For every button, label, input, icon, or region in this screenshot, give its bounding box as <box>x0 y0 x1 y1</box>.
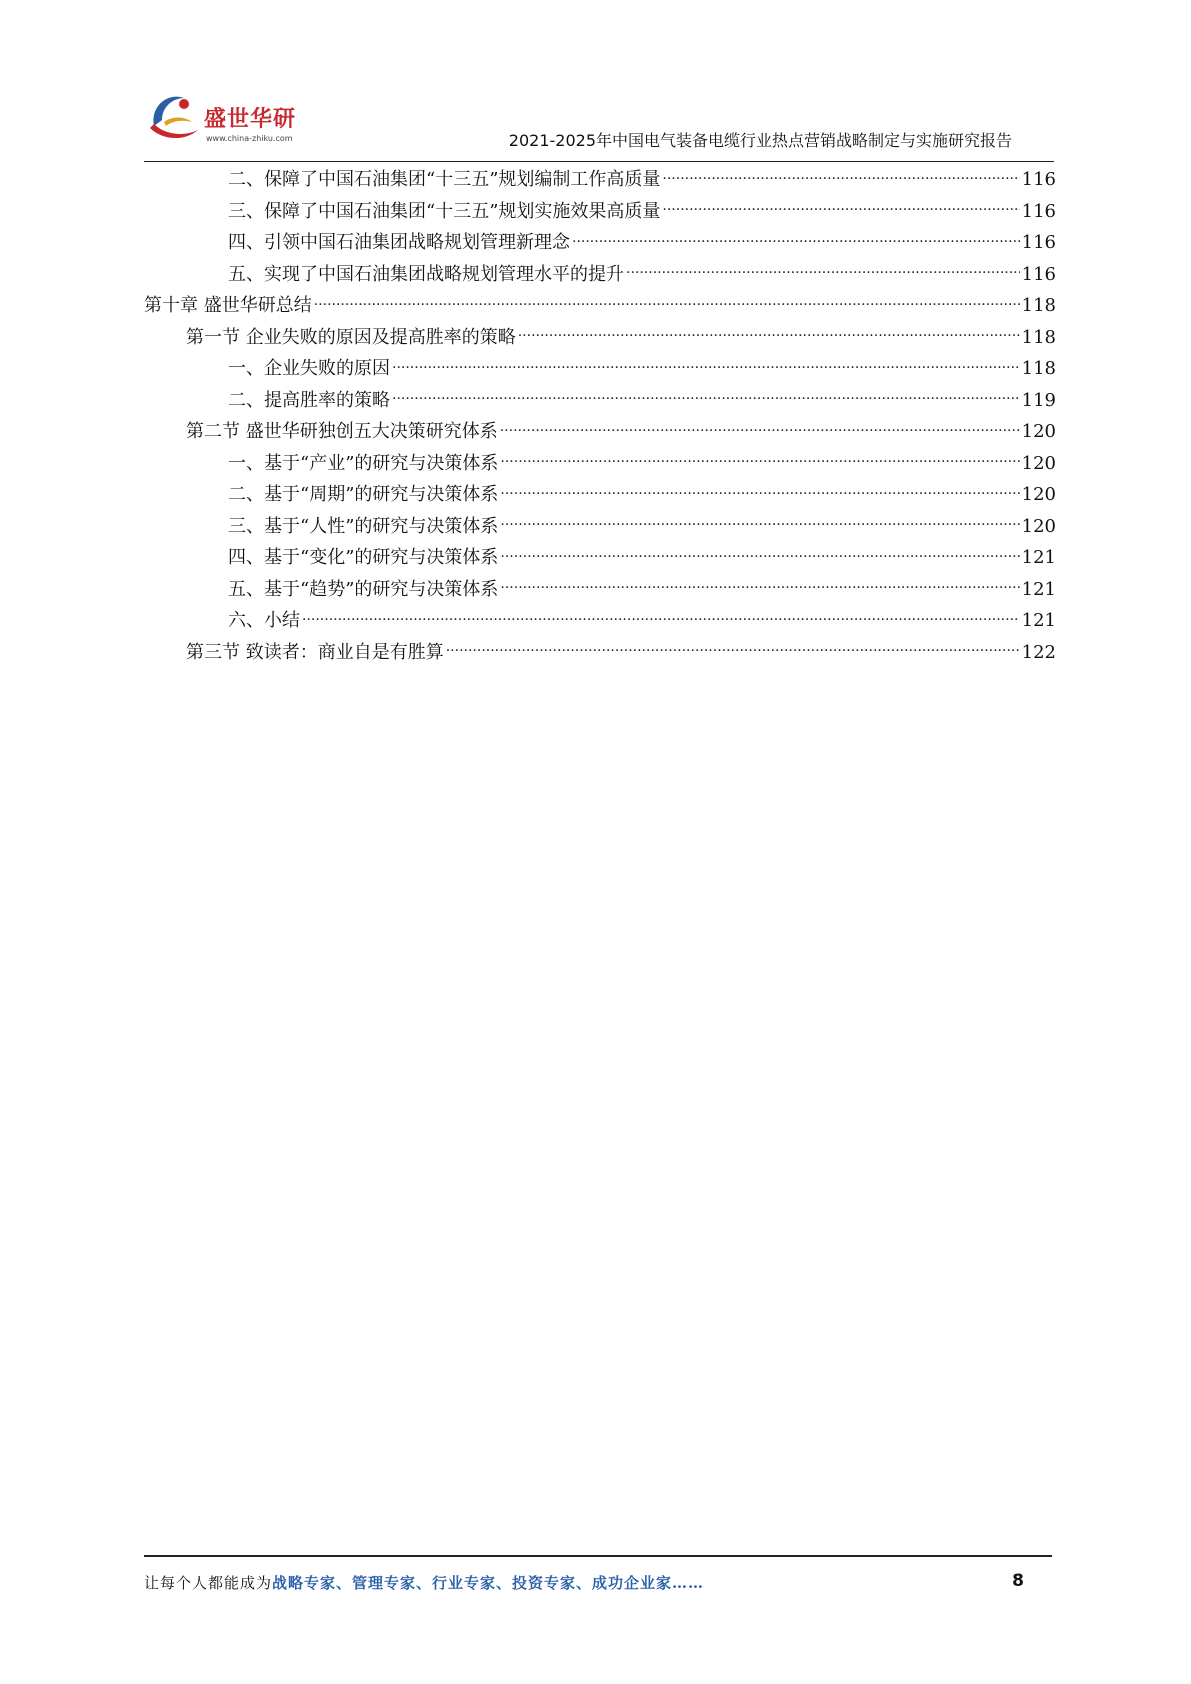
toc-entry-page: 116 <box>1021 232 1056 253</box>
toc-dot-leader <box>500 545 1019 563</box>
toc-entry-page: 120 <box>1021 421 1056 442</box>
toc-entry[interactable] <box>144 574 1056 606</box>
toc-dot-leader <box>392 388 1020 406</box>
toc-entry-page: 118 <box>1021 358 1056 379</box>
toc-entry-page: 121 <box>1021 578 1056 600</box>
toc-entry[interactable] <box>144 227 1056 259</box>
toc-entry-title: 第二节 盛世华研独创五大决策研究体系 <box>186 421 498 442</box>
toc-entry-page: 121 <box>1021 547 1056 568</box>
toc-entry[interactable] <box>144 259 1056 291</box>
toc-entry[interactable] <box>144 290 1056 322</box>
toc-entry-title: 第一节 企业失败的原因及提高胜率的策略 <box>186 326 516 348</box>
slogan-highlight: 战略专家、管理专家、行业专家、投资专家、成功企业家…… <box>272 1574 705 1592</box>
toc-entry-page: 120 <box>1021 484 1056 505</box>
toc-entry[interactable] <box>144 637 1056 669</box>
toc-entry[interactable] <box>144 511 1056 543</box>
toc-entry-page: 116 <box>1021 200 1056 222</box>
toc-dot-leader <box>500 482 1019 500</box>
toc-dot-leader <box>662 167 1019 185</box>
logo-url: www.china-zhiku.com <box>206 134 293 143</box>
toc-entry[interactable] <box>144 448 1056 480</box>
toc-entry-title: 六、小结 <box>228 610 300 631</box>
toc-dot-leader <box>626 262 1020 280</box>
page-footer <box>144 1572 1052 1602</box>
toc-entry-page: 120 <box>1021 452 1056 474</box>
toc-entry-title: 三、基于“人性”的研究与决策体系 <box>228 515 499 537</box>
toc-dot-leader <box>500 451 1019 469</box>
toc-entry[interactable] <box>144 479 1056 511</box>
toc-entry-title: 二、保障了中国石油集团“十三五”规划编制工作高质量 <box>228 169 661 190</box>
toc-entry-title: 四、引领中国石油集团战略规划管理新理念 <box>228 232 570 253</box>
toc-entry[interactable] <box>144 164 1056 196</box>
toc-entry-title: 第三节 致读者：商业自是有胜算 <box>186 641 444 663</box>
toc-entry-page: 116 <box>1021 169 1056 190</box>
toc-entry-title: 五、实现了中国石油集团战略规划管理水平的提升 <box>228 263 624 285</box>
toc-entry[interactable] <box>144 353 1056 385</box>
logo-name: 盛世华研 <box>204 107 297 132</box>
toc-entry-title: 五、基于“趋势”的研究与决策体系 <box>228 578 499 600</box>
toc-entry[interactable] <box>144 322 1056 354</box>
toc-entry[interactable] <box>144 542 1056 574</box>
toc-entry[interactable] <box>144 385 1056 417</box>
toc-dot-leader <box>446 640 1020 658</box>
page-header <box>144 78 1054 162</box>
table-of-contents <box>144 164 1056 668</box>
toc-entry[interactable] <box>144 605 1056 637</box>
toc-dot-leader <box>500 419 1020 437</box>
toc-entry-title: 一、企业失败的原因 <box>228 358 390 379</box>
toc-dot-leader <box>392 356 1020 374</box>
report-title: 2021-2025年中国电气装备电缆行业热点营销战略制定与实施研究报告 <box>508 131 1012 150</box>
toc-dot-leader <box>662 199 1019 217</box>
toc-dot-leader <box>500 577 1019 595</box>
slogan-prefix: 让每个人都能成为 <box>144 1574 273 1592</box>
toc-entry-page: 121 <box>1021 610 1056 631</box>
toc-dot-leader <box>302 608 1020 626</box>
toc-dot-leader <box>500 514 1019 532</box>
toc-entry-title: 二、基于“周期”的研究与决策体系 <box>228 484 499 505</box>
toc-entry-title: 四、基于“变化”的研究与决策体系 <box>228 547 499 568</box>
footer-divider <box>144 1555 1052 1557</box>
toc-dot-leader <box>518 325 1020 343</box>
toc-entry-page: 119 <box>1021 389 1056 411</box>
toc-dot-leader <box>572 230 1020 248</box>
company-logo <box>144 86 324 150</box>
header-divider <box>144 161 1054 162</box>
toc-entry-page: 118 <box>1021 326 1056 348</box>
toc-entry-page: 122 <box>1021 641 1056 663</box>
toc-entry-title: 一、基于“产业”的研究与决策体系 <box>228 452 499 474</box>
toc-entry-page: 120 <box>1021 515 1056 537</box>
toc-entry-page: 116 <box>1021 263 1056 285</box>
footer-slogan <box>144 1572 704 1593</box>
toc-entry-title: 第十章 盛世华研总结 <box>144 295 312 316</box>
logo-swoosh-icon <box>144 86 204 146</box>
toc-entry-title: 三、保障了中国石油集团“十三五”规划实施效果高质量 <box>228 200 661 222</box>
page-number: 8 <box>1012 1571 1024 1591</box>
toc-dot-leader <box>314 293 1020 311</box>
toc-entry-page: 118 <box>1021 295 1056 316</box>
toc-entry[interactable] <box>144 196 1056 228</box>
toc-entry-title: 二、提高胜率的策略 <box>228 389 390 411</box>
toc-entry[interactable] <box>144 416 1056 448</box>
